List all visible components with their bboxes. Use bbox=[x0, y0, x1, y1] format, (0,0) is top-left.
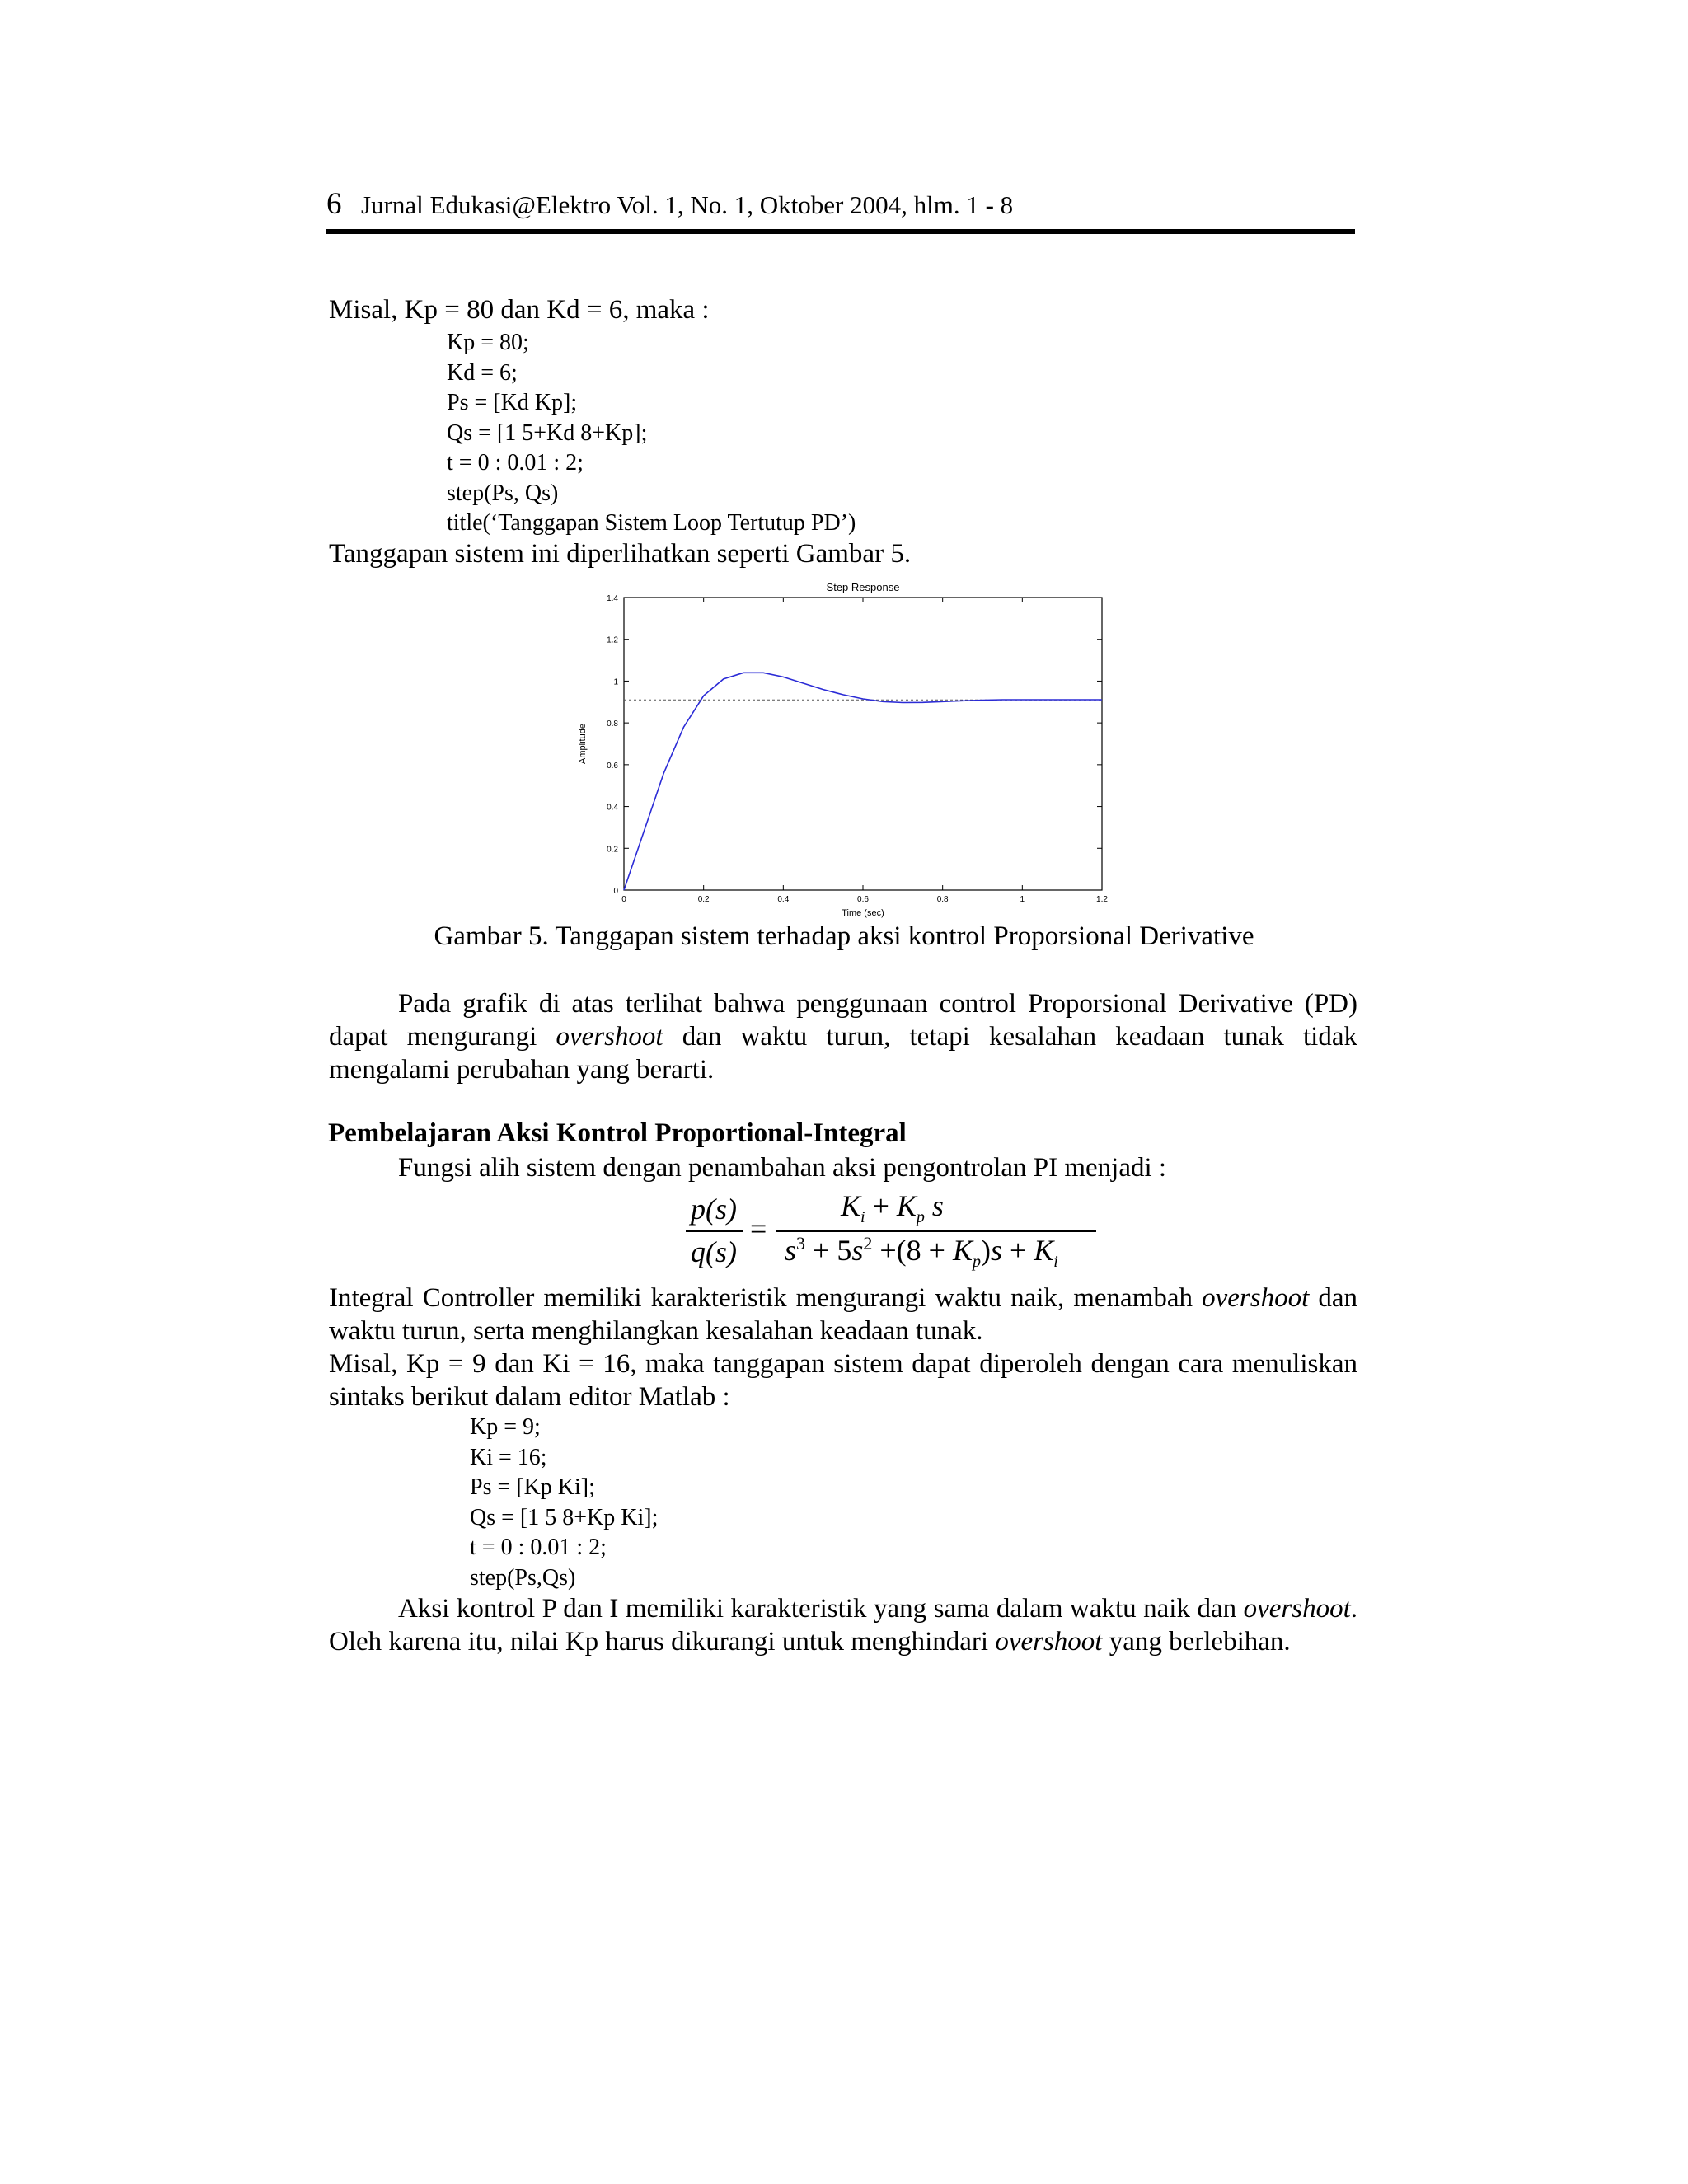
paragraph-text: Pada grafik di atas terlihat bahwa penggunaan control Proporsional Derivative (PD) dapat mengurangi bbox=[329, 989, 1357, 1052]
paragraph-text: . Oleh karena itu, nilai Kp harus dikurangi untuk menghindari bbox=[329, 1594, 1357, 1657]
journal-citation: Jurnal Edukasi@Elektro Vol. 1, No. 1, Oktober 2004, hlm. 1 - 8 bbox=[361, 190, 1014, 219]
code-line: Qs = [1 5+Kd 8+Kp]; bbox=[447, 419, 648, 446]
code-line: Ps = [Kd Kp]; bbox=[447, 390, 578, 415]
x-tick-label: 0.6 bbox=[857, 895, 869, 904]
code-line: Kd = 6; bbox=[447, 359, 518, 386]
x-tick-label: 0.4 bbox=[777, 895, 790, 904]
code-line: Kp = 80; bbox=[447, 330, 529, 355]
paragraph-italic: overshoot bbox=[1243, 1594, 1351, 1624]
step-response-chart bbox=[560, 577, 1137, 923]
page-header bbox=[326, 183, 1355, 232]
paragraph-italic: overshoot bbox=[1202, 1283, 1310, 1313]
paragraph-example-pi: Misal, Kp = 9 dan Ki = 16, maka tanggapan sistem dapat diperoleh dengan cara menuliskan sintaks berikut dalam editor Matlab : bbox=[329, 1349, 1357, 1412]
y-tick-label: 1 bbox=[613, 677, 618, 687]
code-block-pi bbox=[470, 1413, 658, 1593]
section-heading: Pembelajaran Aksi Kontrol Proportional-Integral bbox=[328, 1118, 907, 1148]
x-tick-label: 0 bbox=[621, 895, 626, 904]
code-line: Ps = [Kp Ki]; bbox=[470, 1474, 595, 1500]
y-tick-label: 0.6 bbox=[607, 761, 618, 771]
paragraph-integral bbox=[329, 1282, 1357, 1347]
fraction-bar bbox=[776, 1230, 1096, 1232]
equation-rhs-denominator: $s^3 + 5s^2 +(8 + K_p)s + K_i$ bbox=[785, 1233, 1058, 1272]
code-line: title(‘Tanggapan Sistem Loop Tertutup PD’) bbox=[447, 510, 856, 536]
code-line: step(Ps,Qs) bbox=[470, 1564, 576, 1591]
x-tick-label: 1 bbox=[1020, 895, 1025, 904]
y-tick-label: 0.8 bbox=[607, 719, 618, 729]
paragraph-italic: overshoot bbox=[995, 1627, 1103, 1657]
equals-sign: = bbox=[750, 1212, 767, 1245]
y-tick-label: 0.4 bbox=[607, 803, 618, 813]
response-curve bbox=[624, 673, 1102, 890]
code-line: Kp = 9; bbox=[470, 1414, 541, 1440]
y-tick-label: 0.2 bbox=[607, 845, 618, 855]
equation-lhs-denominator: q(s) bbox=[691, 1235, 737, 1268]
code-line: Ki = 16; bbox=[470, 1444, 547, 1470]
plot-frame bbox=[624, 598, 1102, 890]
transfer-function-equation bbox=[684, 1187, 1113, 1286]
paragraph-text: dan waktu turun, serta menghilangkan kesalahan keadaan tunak. bbox=[329, 1283, 1357, 1346]
header-rule bbox=[326, 229, 1355, 234]
y-tick-label: 1.2 bbox=[607, 635, 618, 645]
step-response-figure bbox=[560, 577, 1137, 923]
figure-reference-line: Tanggapan sistem ini diperlihatkan seperti Gambar 5. bbox=[329, 539, 912, 569]
code-block-pd bbox=[447, 328, 856, 539]
intro-line: Misal, Kp = 80 dan Kd = 6, maka : bbox=[329, 295, 710, 325]
paragraph-text: yang berlebihan. bbox=[1102, 1627, 1291, 1657]
paragraph-text: dan waktu turun, tetapi kesalahan keadaan tunak tidak mengalami perubahan yang berarti. bbox=[329, 1022, 1357, 1085]
figure-caption: Gambar 5. Tanggapan sistem terhadap aksi kontrol Proporsional Derivative bbox=[434, 921, 1254, 951]
paragraph-conclusion bbox=[329, 1592, 1357, 1658]
y-tick-label: 1.4 bbox=[607, 594, 618, 603]
code-line: t = 0 : 0.01 : 2; bbox=[470, 1535, 607, 1560]
chart-title: Step Response bbox=[826, 581, 900, 593]
equation-lhs-numerator: p(s) bbox=[691, 1193, 737, 1226]
equation-rhs-numerator: $K_i + K_p$ s bbox=[841, 1189, 944, 1227]
y-axis-label: Amplitude bbox=[578, 724, 588, 764]
paragraph-text: Integral Controller memiliki karakteristik mengurangi waktu naik, menambah bbox=[329, 1283, 1203, 1313]
code-line: step(Ps, Qs) bbox=[447, 480, 559, 506]
code-line: Qs = [1 5 8+Kp Ki]; bbox=[470, 1504, 659, 1530]
x-tick-label: 1.2 bbox=[1096, 895, 1108, 904]
paragraph-pd-analysis bbox=[329, 987, 1357, 1086]
paragraph-italic: overshoot bbox=[556, 1022, 663, 1052]
code-line: t = 0 : 0.01 : 2; bbox=[447, 450, 584, 476]
y-tick-label: 0 bbox=[613, 887, 618, 896]
section-intro: Fungsi alih sistem dengan penambahan aksi pengontrolan PI menjadi : bbox=[398, 1153, 1167, 1183]
paragraph-text: Aksi kontrol P dan I memiliki karakteristik yang sama dalam waktu naik dan bbox=[398, 1594, 1244, 1624]
x-axis-label: Time (sec) bbox=[842, 908, 884, 918]
fraction-bar bbox=[686, 1230, 743, 1232]
x-tick-label: 0.8 bbox=[936, 895, 949, 904]
x-tick-label: 0.2 bbox=[697, 895, 710, 904]
page-number: 6 bbox=[326, 187, 342, 221]
